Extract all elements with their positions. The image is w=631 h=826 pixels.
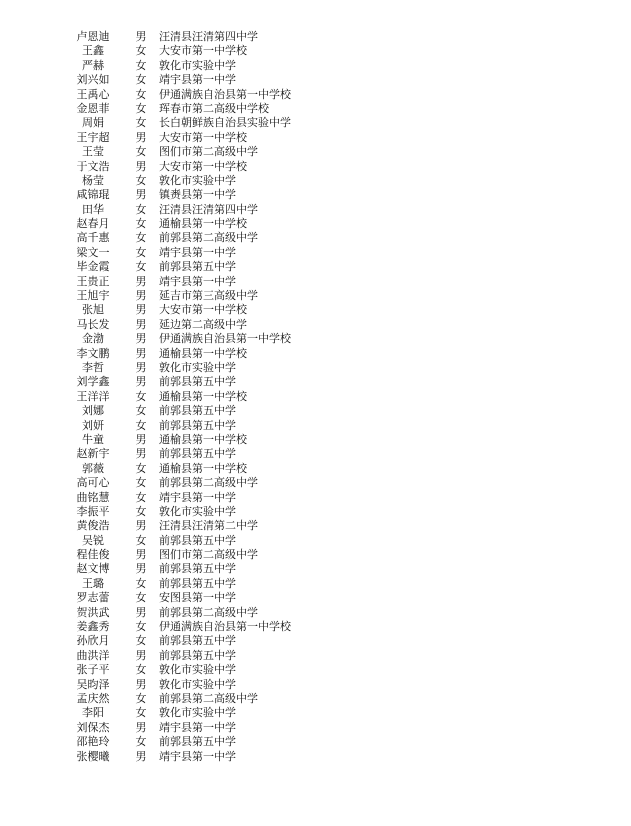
student-name: 李哲 xyxy=(82,360,104,374)
student-school: 敦化市实验中学 xyxy=(159,504,236,518)
student-gender: 男 xyxy=(135,749,147,763)
student-name: 李文鹏 xyxy=(76,346,110,360)
roster-row xyxy=(0,591,631,605)
roster-row xyxy=(0,606,631,620)
student-name: 严赫 xyxy=(82,58,104,72)
student-name: 王璐 xyxy=(82,576,104,590)
student-gender: 女 xyxy=(135,87,147,101)
student-gender: 女 xyxy=(135,173,147,187)
student-name: 王禹心 xyxy=(76,87,110,101)
student-gender: 女 xyxy=(135,620,147,634)
student-name: 邵艳玲 xyxy=(76,735,110,749)
student-school: 大安市第一中学校 xyxy=(159,159,247,173)
student-school: 敦化市实验中学 xyxy=(159,706,236,720)
roster-row xyxy=(0,721,631,735)
student-school: 镇赉县第一中学 xyxy=(159,188,236,202)
student-name: 毕金霞 xyxy=(76,260,110,274)
roster-row xyxy=(0,145,631,159)
student-school: 敦化市实验中学 xyxy=(159,677,236,691)
student-gender: 女 xyxy=(135,461,147,475)
student-school: 靖宇县第一中学 xyxy=(159,274,236,288)
student-school: 前郭县第二高级中学 xyxy=(159,691,258,705)
student-gender: 女 xyxy=(135,418,147,432)
roster-row xyxy=(0,375,631,389)
student-gender: 女 xyxy=(135,116,147,130)
roster-row xyxy=(0,692,631,706)
student-school: 靖宇县第一中学 xyxy=(159,749,236,763)
student-name: 梁文一 xyxy=(76,245,110,259)
student-gender: 男 xyxy=(135,346,147,360)
student-school: 图们市第二高级中学 xyxy=(159,145,258,159)
roster-row xyxy=(0,505,631,519)
student-gender: 男 xyxy=(135,447,147,461)
roster-row xyxy=(0,347,631,361)
student-name: 罗志蕾 xyxy=(76,591,110,605)
student-gender: 男 xyxy=(135,375,147,389)
student-school: 延边第二高级中学 xyxy=(159,317,247,331)
student-school: 前郭县第五中学 xyxy=(159,562,236,576)
student-name: 金恩菲 xyxy=(76,101,110,115)
student-name: 王鑫 xyxy=(82,44,104,58)
student-name: 卢恩迪 xyxy=(76,30,110,43)
student-gender: 女 xyxy=(135,735,147,749)
roster-row xyxy=(0,275,631,289)
student-gender: 女 xyxy=(135,476,147,490)
roster-row xyxy=(0,361,631,375)
student-name: 张子平 xyxy=(76,663,110,677)
student-gender: 女 xyxy=(135,73,147,87)
student-gender: 男 xyxy=(135,720,147,734)
student-school: 大安市第一中学校 xyxy=(159,303,247,317)
student-gender: 女 xyxy=(135,706,147,720)
student-name: 张旭 xyxy=(82,303,104,317)
student-name: 李振平 xyxy=(76,504,110,518)
student-school: 汪清县汪清第四中学 xyxy=(159,30,258,43)
student-name: 刘学鑫 xyxy=(76,375,110,389)
roster-row xyxy=(0,231,631,245)
student-school: 安图县第一中学 xyxy=(159,591,236,605)
student-gender: 女 xyxy=(135,231,147,245)
student-name: 程佳俊 xyxy=(76,548,110,562)
student-gender: 女 xyxy=(135,576,147,590)
student-name: 贺洪武 xyxy=(76,605,110,619)
roster-row xyxy=(0,246,631,260)
student-school: 通榆县第一中学校 xyxy=(159,346,247,360)
student-school: 伊通满族自治县第一中学校 xyxy=(159,87,291,101)
roster-row xyxy=(0,73,631,87)
roster-row xyxy=(0,318,631,332)
student-school: 通榆县第一中学校 xyxy=(159,217,247,231)
roster-row xyxy=(0,203,631,217)
roster-row xyxy=(0,332,631,346)
student-school: 靖宇县第一中学 xyxy=(159,720,236,734)
student-school: 延吉市第三高级中学 xyxy=(159,289,258,303)
student-gender: 女 xyxy=(135,504,147,518)
student-school: 前郭县第二高级中学 xyxy=(159,605,258,619)
roster-row xyxy=(0,620,631,634)
student-school: 前郭县第五中学 xyxy=(159,533,236,547)
student-school: 前郭县第五中学 xyxy=(159,648,236,662)
student-school: 前郭县第五中学 xyxy=(159,447,236,461)
roster-row xyxy=(0,663,631,677)
student-name: 孙欣月 xyxy=(76,634,110,648)
student-gender: 男 xyxy=(135,432,147,446)
student-name: 刘娜 xyxy=(82,404,104,418)
student-school: 汪清县汪清第二中学 xyxy=(159,519,258,533)
student-school: 汪清县汪清第四中学 xyxy=(159,202,258,216)
student-name: 于文浩 xyxy=(76,159,110,173)
student-name: 马长发 xyxy=(76,317,110,331)
student-school: 通榆县第一中学校 xyxy=(159,389,247,403)
roster-row xyxy=(0,462,631,476)
roster-row xyxy=(0,519,631,533)
student-name: 吴昀泽 xyxy=(76,677,110,691)
roster-row xyxy=(0,289,631,303)
student-school: 前郭县第二高级中学 xyxy=(159,231,258,245)
roster-row xyxy=(0,433,631,447)
student-gender: 男 xyxy=(135,317,147,331)
student-name: 曲洪洋 xyxy=(76,648,110,662)
roster-row xyxy=(0,404,631,418)
student-school: 前郭县第五中学 xyxy=(159,634,236,648)
student-gender: 男 xyxy=(135,519,147,533)
student-school: 前郭县第五中学 xyxy=(159,418,236,432)
student-gender: 女 xyxy=(135,44,147,58)
student-gender: 女 xyxy=(135,591,147,605)
roster-row xyxy=(0,260,631,274)
student-name: 张樱曦 xyxy=(76,749,110,763)
student-name: 黄俊浩 xyxy=(76,519,110,533)
student-gender: 男 xyxy=(135,605,147,619)
student-gender: 男 xyxy=(135,332,147,346)
student-name: 曲铭慧 xyxy=(76,490,110,504)
student-name: 吴锐 xyxy=(82,533,104,547)
student-name: 王旭宇 xyxy=(76,289,110,303)
roster-row xyxy=(0,59,631,73)
roster-row xyxy=(0,419,631,433)
student-name: 孟庆然 xyxy=(76,691,110,705)
student-gender: 男 xyxy=(135,648,147,662)
student-school: 前郭县第五中学 xyxy=(159,576,236,590)
roster-row xyxy=(0,174,631,188)
student-school: 前郭县第五中学 xyxy=(159,735,236,749)
student-gender: 男 xyxy=(135,274,147,288)
roster-row xyxy=(0,649,631,663)
student-school: 敦化市实验中学 xyxy=(159,58,236,72)
student-gender: 男 xyxy=(135,548,147,562)
student-gender: 女 xyxy=(135,145,147,159)
student-name: 李阳 xyxy=(82,706,104,720)
roster-row xyxy=(0,706,631,720)
roster-row xyxy=(0,131,631,145)
student-name: 杨莹 xyxy=(82,173,104,187)
roster-row xyxy=(0,476,631,490)
roster-row xyxy=(0,548,631,562)
student-gender: 男 xyxy=(135,303,147,317)
student-school: 靖宇县第一中学 xyxy=(159,73,236,87)
student-school: 通榆县第一中学校 xyxy=(159,461,247,475)
student-school: 前郭县第二高级中学 xyxy=(159,476,258,490)
student-school: 前郭县第五中学 xyxy=(159,260,236,274)
roster-row xyxy=(0,634,631,648)
student-name: 刘兴如 xyxy=(76,73,110,87)
student-gender: 女 xyxy=(135,202,147,216)
student-gender: 男 xyxy=(135,289,147,303)
student-name: 高可心 xyxy=(76,476,110,490)
student-name: 赵文博 xyxy=(76,562,110,576)
student-gender: 男 xyxy=(135,30,147,43)
student-gender: 女 xyxy=(135,260,147,274)
roster-row xyxy=(0,160,631,174)
student-name: 王莹 xyxy=(82,145,104,159)
student-name: 周娟 xyxy=(82,116,104,130)
student-gender: 男 xyxy=(135,159,147,173)
student-school: 图们市第二高级中学 xyxy=(159,548,258,562)
student-name: 王贵正 xyxy=(76,274,110,288)
roster-row xyxy=(0,750,631,764)
roster-row xyxy=(0,678,631,692)
student-school: 长白朝鲜族自治县实验中学 xyxy=(159,116,291,130)
student-name: 牛童 xyxy=(82,432,104,446)
student-school: 通榆县第一中学校 xyxy=(159,432,247,446)
student-name: 刘妍 xyxy=(82,418,104,432)
student-gender: 女 xyxy=(135,58,147,72)
roster-row xyxy=(0,735,631,749)
student-gender: 女 xyxy=(135,663,147,677)
student-school: 敦化市实验中学 xyxy=(159,173,236,187)
student-gender: 男 xyxy=(135,562,147,576)
student-gender: 男 xyxy=(135,188,147,202)
student-school: 伊通满族自治县第一中学校 xyxy=(159,620,291,634)
student-school: 珲春市第二高级中学校 xyxy=(159,101,269,115)
roster-row xyxy=(0,534,631,548)
student-gender: 女 xyxy=(135,533,147,547)
roster-row xyxy=(0,116,631,130)
student-gender: 女 xyxy=(135,691,147,705)
roster-row xyxy=(0,390,631,404)
student-school: 敦化市实验中学 xyxy=(159,663,236,677)
student-name: 刘保杰 xyxy=(76,720,110,734)
student-school: 靖宇县第一中学 xyxy=(159,490,236,504)
student-gender: 女 xyxy=(135,634,147,648)
roster-row xyxy=(0,491,631,505)
student-gender: 女 xyxy=(135,101,147,115)
student-gender: 女 xyxy=(135,245,147,259)
roster-row xyxy=(0,577,631,591)
student-school: 前郭县第五中学 xyxy=(159,375,236,389)
roster-row xyxy=(0,88,631,102)
student-name: 郭薇 xyxy=(82,461,104,475)
student-gender: 男 xyxy=(135,677,147,691)
student-name: 田华 xyxy=(82,202,104,216)
roster-row xyxy=(0,303,631,317)
roster-row xyxy=(0,217,631,231)
student-name: 王宇超 xyxy=(76,130,110,144)
student-school: 敦化市实验中学 xyxy=(159,360,236,374)
student-name: 咸锦琨 xyxy=(76,188,110,202)
student-school: 大安市第一中学校 xyxy=(159,44,247,58)
student-name: 姜鑫秀 xyxy=(76,620,110,634)
student-gender: 男 xyxy=(135,130,147,144)
student-gender: 女 xyxy=(135,217,147,231)
student-gender: 女 xyxy=(135,404,147,418)
roster-row xyxy=(0,44,631,58)
student-name: 高千惠 xyxy=(76,231,110,245)
roster-row xyxy=(0,188,631,202)
student-gender: 男 xyxy=(135,360,147,374)
student-roster xyxy=(0,30,631,764)
student-name: 王洋洋 xyxy=(76,389,110,403)
student-gender: 女 xyxy=(135,490,147,504)
student-gender: 女 xyxy=(135,389,147,403)
student-school: 大安市第一中学校 xyxy=(159,130,247,144)
student-name: 赵新宇 xyxy=(76,447,110,461)
roster-row xyxy=(0,562,631,576)
student-name: 金渤 xyxy=(82,332,104,346)
student-name: 赵春月 xyxy=(76,217,110,231)
roster-row xyxy=(0,30,631,44)
roster-row xyxy=(0,447,631,461)
student-school: 靖宇县第一中学 xyxy=(159,245,236,259)
student-school: 前郭县第五中学 xyxy=(159,404,236,418)
roster-row xyxy=(0,102,631,116)
student-school: 伊通满族自治县第一中学校 xyxy=(159,332,291,346)
